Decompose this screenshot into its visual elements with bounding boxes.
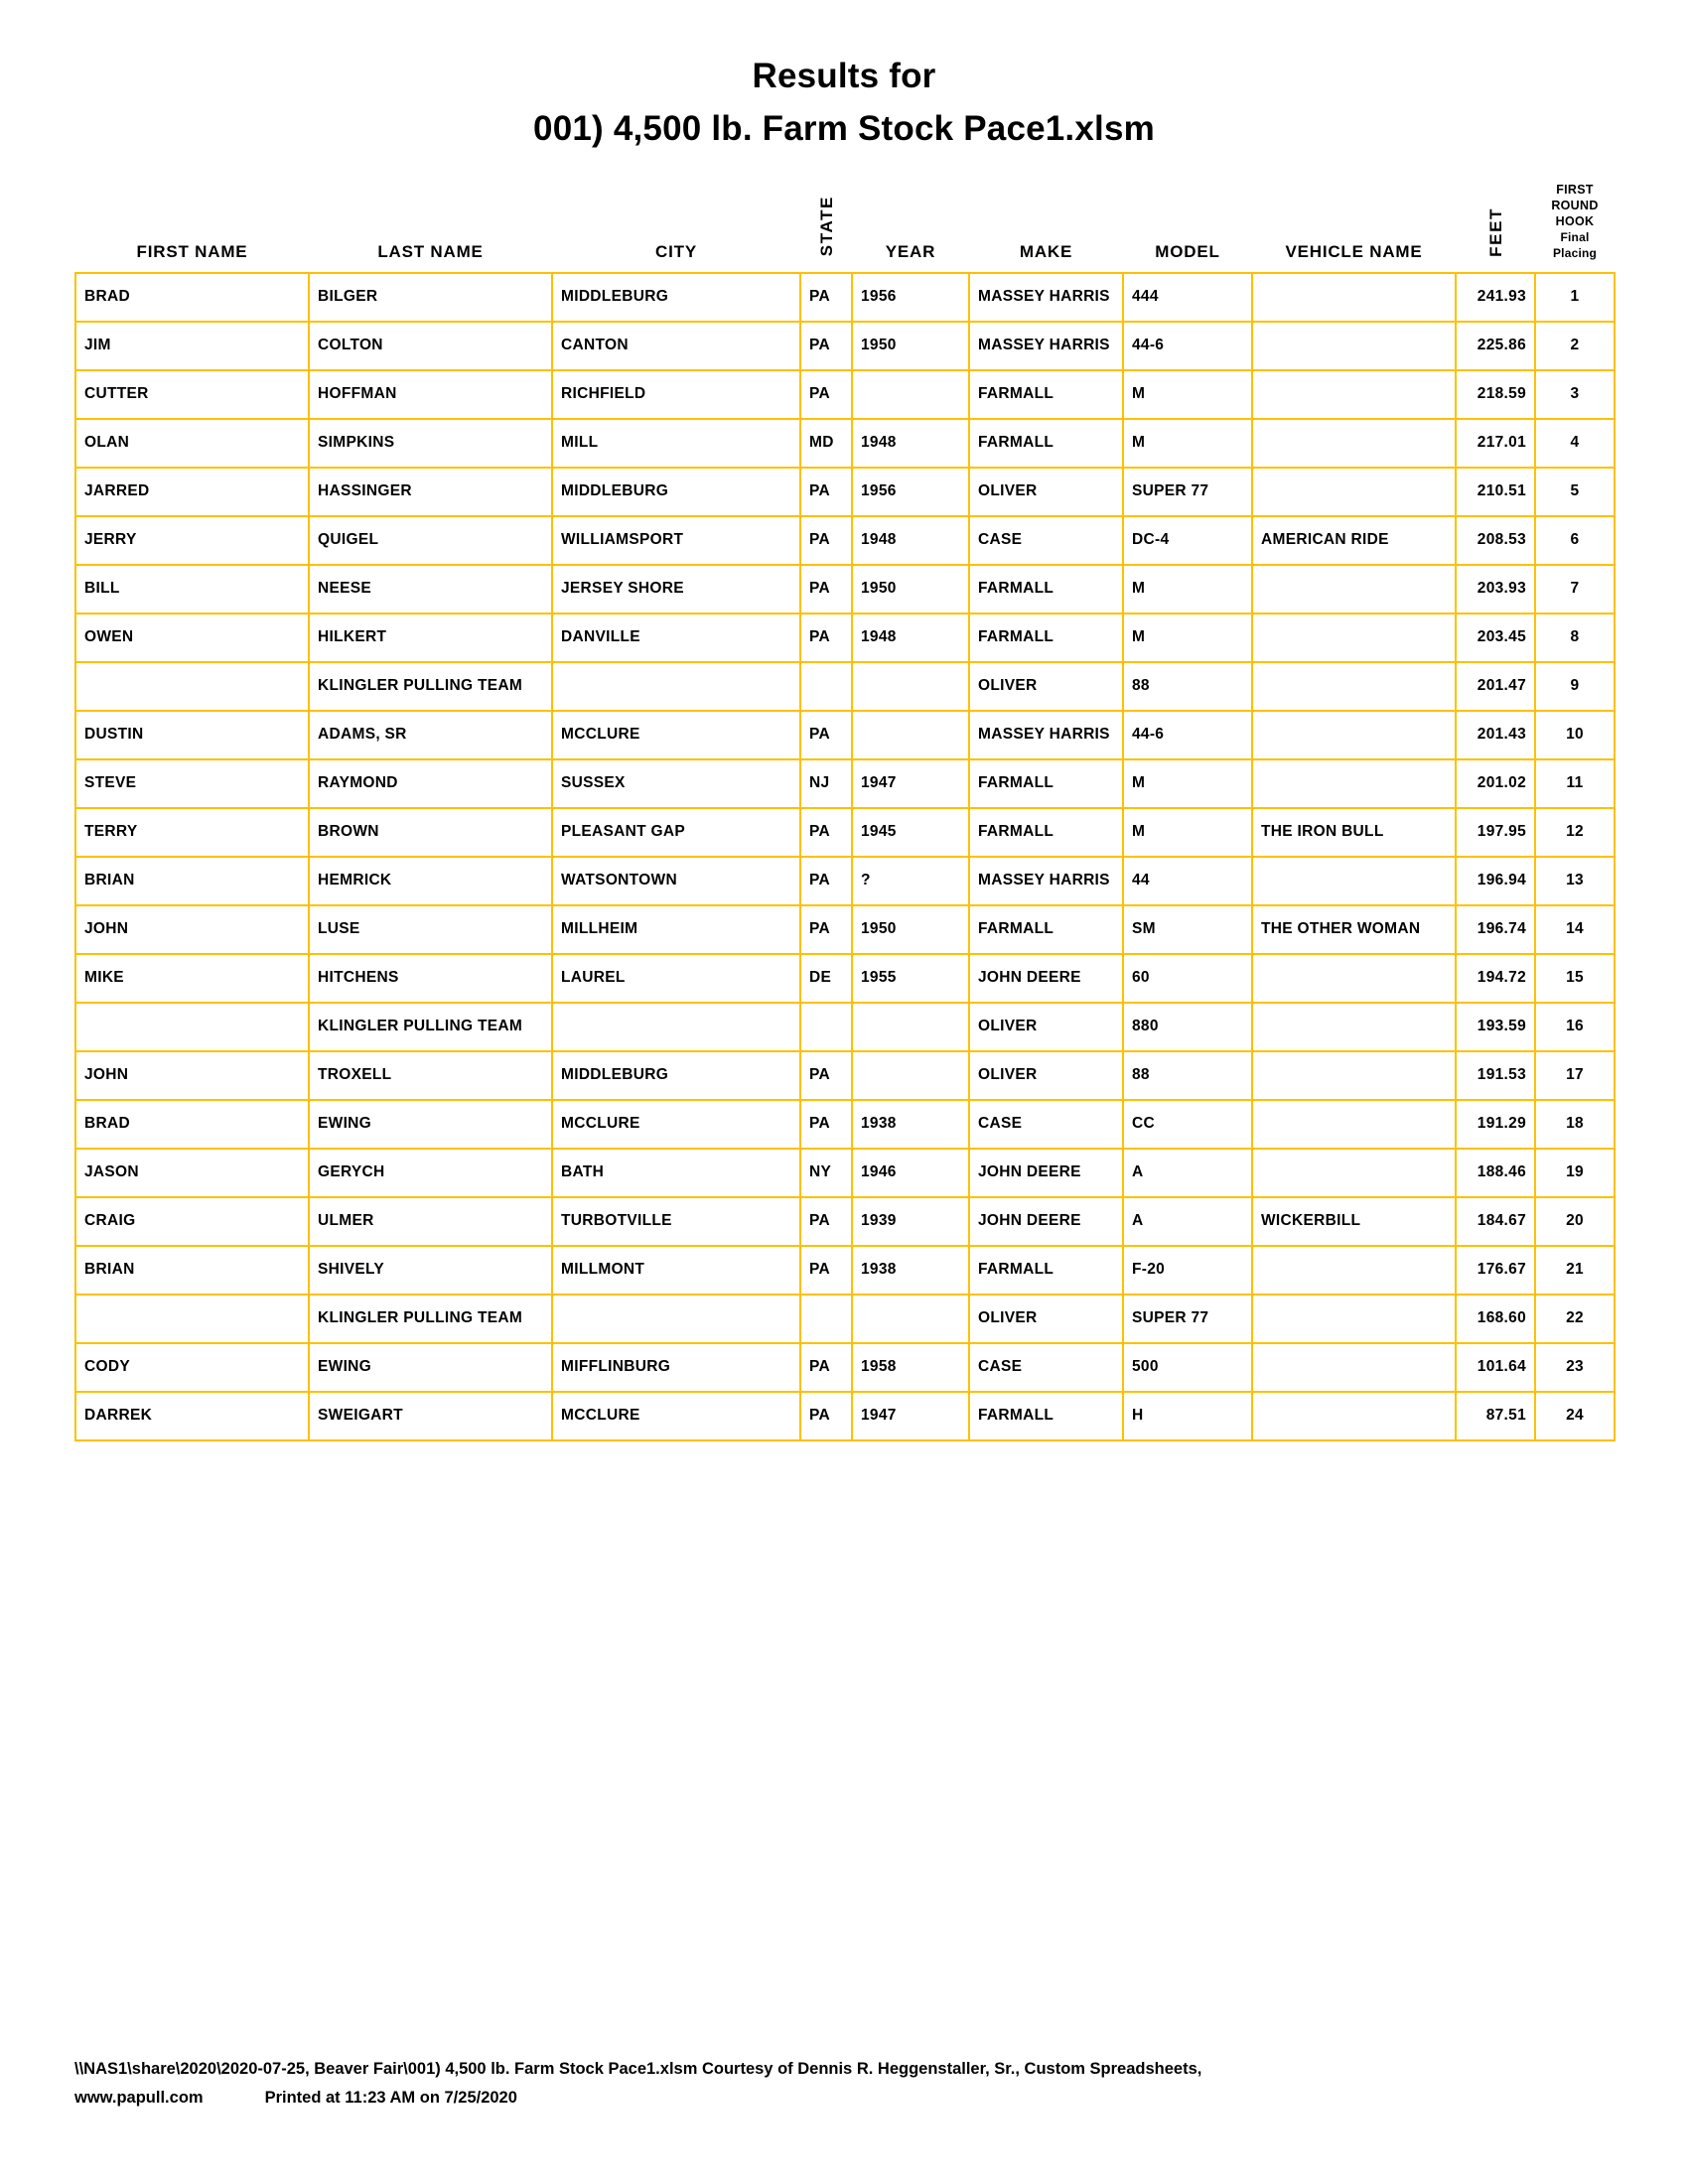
cell-make: MASSEY HARRIS — [969, 273, 1123, 322]
cell-feet: 87.51 — [1456, 1392, 1535, 1440]
cell-last-name: RAYMOND — [309, 759, 552, 808]
cell-last-name: ADAMS, SR — [309, 711, 552, 759]
cell-vehicle-name — [1252, 1392, 1456, 1440]
cell-model: 44 — [1123, 857, 1252, 905]
cell-make: CASE — [969, 516, 1123, 565]
cell-make: FARMALL — [969, 759, 1123, 808]
cell-make: JOHN DEERE — [969, 1197, 1123, 1246]
page-title-line2: 001) 4,500 lb. Farm Stock Pace1.xlsm — [533, 108, 1155, 148]
cell-year: 1947 — [852, 759, 969, 808]
cell-vehicle-name — [1252, 1003, 1456, 1051]
column-header-year: YEAR — [885, 241, 936, 261]
cell-feet: 203.45 — [1456, 614, 1535, 662]
cell-year: 1950 — [852, 905, 969, 954]
cell-last-name: GERYCH — [309, 1149, 552, 1197]
cell-final-placing: 18 — [1535, 1100, 1615, 1149]
cell-city: MCCLURE — [552, 1100, 800, 1149]
cell-vehicle-name — [1252, 1100, 1456, 1149]
table-row — [75, 711, 1615, 759]
cell-model: M — [1123, 759, 1252, 808]
cell-vehicle-name — [1252, 759, 1456, 808]
cell-make: OLIVER — [969, 662, 1123, 711]
cell-feet: 176.67 — [1456, 1246, 1535, 1295]
cell-feet: 191.29 — [1456, 1100, 1535, 1149]
cell-make: FARMALL — [969, 614, 1123, 662]
cell-city: CANTON — [552, 322, 800, 370]
cell-year: 1938 — [852, 1246, 969, 1295]
page-title-line1: Results for — [752, 57, 936, 95]
cell-first-name: BRIAN — [75, 1246, 309, 1295]
cell-city: MILLMONT — [552, 1246, 800, 1295]
cell-make: FARMALL — [969, 565, 1123, 614]
cell-model: 88 — [1123, 1051, 1252, 1100]
cell-make: FARMALL — [969, 905, 1123, 954]
cell-vehicle-name — [1252, 662, 1456, 711]
cell-city — [552, 1295, 800, 1343]
cell-final-placing: 1 — [1535, 273, 1615, 322]
table-row — [75, 1246, 1615, 1295]
cell-last-name: SIMPKINS — [309, 419, 552, 468]
cell-year: ? — [852, 857, 969, 905]
cell-make: MASSEY HARRIS — [969, 322, 1123, 370]
cell-model: 500 — [1123, 1343, 1252, 1392]
cell-year: 1958 — [852, 1343, 969, 1392]
column-header-last-name: LAST NAME — [377, 241, 484, 261]
cell-feet: 203.93 — [1456, 565, 1535, 614]
cell-first-name: CRAIG — [75, 1197, 309, 1246]
cell-vehicle-name — [1252, 273, 1456, 322]
table-row — [75, 857, 1615, 905]
cell-vehicle-name — [1252, 1246, 1456, 1295]
cell-first-name: OLAN — [75, 419, 309, 468]
cell-year: 1955 — [852, 954, 969, 1003]
column-header-vehicle-name: VEHICLE NAME — [1285, 241, 1423, 261]
cell-last-name: HITCHENS — [309, 954, 552, 1003]
cell-vehicle-name: WICKERBILL — [1252, 1197, 1456, 1246]
cell-final-placing: 7 — [1535, 565, 1615, 614]
placing-label-line1: FIRST ROUND — [1551, 183, 1599, 212]
cell-model: 444 — [1123, 273, 1252, 322]
cell-model: DC-4 — [1123, 516, 1252, 565]
cell-first-name: MIKE — [75, 954, 309, 1003]
cell-city: TURBOTVILLE — [552, 1197, 800, 1246]
cell-feet: 197.95 — [1456, 808, 1535, 857]
cell-last-name: SHIVELY — [309, 1246, 552, 1295]
cell-model: A — [1123, 1149, 1252, 1197]
placing-label-line2: HOOK — [1555, 213, 1595, 228]
cell-vehicle-name — [1252, 711, 1456, 759]
cell-vehicle-name — [1252, 857, 1456, 905]
cell-first-name: JASON — [75, 1149, 309, 1197]
table-row — [75, 1149, 1615, 1197]
cell-year — [852, 662, 969, 711]
cell-year: 1956 — [852, 273, 969, 322]
cell-model: M — [1123, 565, 1252, 614]
cell-model: 88 — [1123, 662, 1252, 711]
cell-final-placing: 6 — [1535, 516, 1615, 565]
cell-first-name — [75, 662, 309, 711]
cell-state: MD — [800, 419, 852, 468]
cell-model: M — [1123, 370, 1252, 419]
cell-make: CASE — [969, 1100, 1123, 1149]
cell-state: DE — [800, 954, 852, 1003]
cell-first-name — [75, 1295, 309, 1343]
cell-city: LAUREL — [552, 954, 800, 1003]
cell-model: M — [1123, 419, 1252, 468]
table-row — [75, 516, 1615, 565]
table-row — [75, 1343, 1615, 1392]
cell-first-name: STEVE — [75, 759, 309, 808]
cell-feet: 196.94 — [1456, 857, 1535, 905]
cell-final-placing: 12 — [1535, 808, 1615, 857]
document-title-block — [74, 55, 1614, 151]
cell-make: FARMALL — [969, 1246, 1123, 1295]
cell-city: MIFFLINBURG — [552, 1343, 800, 1392]
cell-final-placing: 3 — [1535, 370, 1615, 419]
cell-final-placing: 19 — [1535, 1149, 1615, 1197]
cell-year: 1950 — [852, 565, 969, 614]
cell-state: PA — [800, 614, 852, 662]
cell-vehicle-name — [1252, 1295, 1456, 1343]
cell-year: 1948 — [852, 516, 969, 565]
cell-model: SM — [1123, 905, 1252, 954]
cell-city: SUSSEX — [552, 759, 800, 808]
cell-final-placing: 17 — [1535, 1051, 1615, 1100]
cell-model: M — [1123, 808, 1252, 857]
cell-last-name: TROXELL — [309, 1051, 552, 1100]
cell-make: FARMALL — [969, 370, 1123, 419]
cell-make: FARMALL — [969, 1392, 1123, 1440]
cell-last-name: EWING — [309, 1343, 552, 1392]
cell-last-name: KLINGLER PULLING TEAM — [309, 1003, 552, 1051]
cell-year: 1948 — [852, 419, 969, 468]
table-row — [75, 1392, 1615, 1440]
cell-year — [852, 1051, 969, 1100]
cell-feet: 101.64 — [1456, 1343, 1535, 1392]
cell-city: PLEASANT GAP — [552, 808, 800, 857]
table-row — [75, 273, 1615, 322]
cell-city: JERSEY SHORE — [552, 565, 800, 614]
cell-state — [800, 1295, 852, 1343]
table-row — [75, 614, 1615, 662]
table-body — [75, 273, 1615, 1440]
cell-state: PA — [800, 1343, 852, 1392]
cell-make: MASSEY HARRIS — [969, 711, 1123, 759]
cell-first-name: DUSTIN — [75, 711, 309, 759]
cell-vehicle-name — [1252, 370, 1456, 419]
cell-state: PA — [800, 905, 852, 954]
table-row — [75, 1295, 1615, 1343]
cell-state — [800, 662, 852, 711]
cell-feet: 193.59 — [1456, 1003, 1535, 1051]
cell-state: PA — [800, 711, 852, 759]
cell-state: PA — [800, 565, 852, 614]
cell-make: OLIVER — [969, 1051, 1123, 1100]
cell-last-name: SWEIGART — [309, 1392, 552, 1440]
cell-model: 44-6 — [1123, 711, 1252, 759]
cell-vehicle-name — [1252, 1051, 1456, 1100]
cell-last-name: HILKERT — [309, 614, 552, 662]
cell-feet: 201.47 — [1456, 662, 1535, 711]
cell-final-placing: 8 — [1535, 614, 1615, 662]
cell-model: F-20 — [1123, 1246, 1252, 1295]
cell-year — [852, 711, 969, 759]
cell-last-name: LUSE — [309, 905, 552, 954]
cell-last-name: KLINGLER PULLING TEAM — [309, 1295, 552, 1343]
cell-final-placing: 4 — [1535, 419, 1615, 468]
table-row — [75, 1100, 1615, 1149]
table-row — [75, 1197, 1615, 1246]
cell-state: PA — [800, 1051, 852, 1100]
cell-make: OLIVER — [969, 1003, 1123, 1051]
cell-vehicle-name — [1252, 614, 1456, 662]
cell-vehicle-name: AMERICAN RIDE — [1252, 516, 1456, 565]
cell-first-name: BILL — [75, 565, 309, 614]
table-row — [75, 419, 1615, 468]
cell-final-placing: 15 — [1535, 954, 1615, 1003]
cell-final-placing: 22 — [1535, 1295, 1615, 1343]
cell-make: FARMALL — [969, 419, 1123, 468]
table-row — [75, 808, 1615, 857]
column-header-make: MAKE — [1019, 241, 1073, 261]
cell-model: 880 — [1123, 1003, 1252, 1051]
cell-year — [852, 1003, 969, 1051]
table-row — [75, 662, 1615, 711]
cell-first-name: JIM — [75, 322, 309, 370]
cell-feet: 184.67 — [1456, 1197, 1535, 1246]
cell-first-name: TERRY — [75, 808, 309, 857]
cell-city: MCCLURE — [552, 1392, 800, 1440]
cell-feet: 191.53 — [1456, 1051, 1535, 1100]
cell-first-name: JERRY — [75, 516, 309, 565]
table-row — [75, 322, 1615, 370]
cell-last-name: COLTON — [309, 322, 552, 370]
column-header-city: CITY — [655, 241, 697, 261]
cell-first-name: CODY — [75, 1343, 309, 1392]
cell-city: WILLIAMSPORT — [552, 516, 800, 565]
cell-feet: 208.53 — [1456, 516, 1535, 565]
cell-last-name: QUIGEL — [309, 516, 552, 565]
cell-state: PA — [800, 1392, 852, 1440]
table-header-row — [75, 179, 1615, 272]
cell-vehicle-name — [1252, 468, 1456, 516]
cell-city: MILLHEIM — [552, 905, 800, 954]
cell-year: 1948 — [852, 614, 969, 662]
cell-feet: 188.46 — [1456, 1149, 1535, 1197]
cell-vehicle-name — [1252, 419, 1456, 468]
footer-website: www.papull.com — [74, 2089, 204, 2108]
cell-make: JOHN DEERE — [969, 1149, 1123, 1197]
cell-state: PA — [800, 516, 852, 565]
cell-first-name: BRAD — [75, 273, 309, 322]
cell-city: WATSONTOWN — [552, 857, 800, 905]
cell-make: JOHN DEERE — [969, 954, 1123, 1003]
cell-last-name: BROWN — [309, 808, 552, 857]
cell-model: M — [1123, 614, 1252, 662]
cell-year — [852, 1295, 969, 1343]
results-table — [74, 179, 1616, 1440]
cell-make: OLIVER — [969, 468, 1123, 516]
cell-feet: 201.02 — [1456, 759, 1535, 808]
cell-state: NJ — [800, 759, 852, 808]
cell-city: MCCLURE — [552, 711, 800, 759]
cell-city — [552, 1003, 800, 1051]
cell-state: PA — [800, 1100, 852, 1149]
cell-model: 44-6 — [1123, 322, 1252, 370]
cell-model: SUPER 77 — [1123, 468, 1252, 516]
cell-make: FARMALL — [969, 808, 1123, 857]
cell-city: RICHFIELD — [552, 370, 800, 419]
cell-last-name: BILGER — [309, 273, 552, 322]
cell-last-name: HEMRICK — [309, 857, 552, 905]
cell-vehicle-name — [1252, 1149, 1456, 1197]
cell-last-name: HOFFMAN — [309, 370, 552, 419]
cell-last-name: ULMER — [309, 1197, 552, 1246]
cell-vehicle-name: THE OTHER WOMAN — [1252, 905, 1456, 954]
cell-final-placing: 9 — [1535, 662, 1615, 711]
cell-first-name: BRIAN — [75, 857, 309, 905]
cell-city: MIDDLEBURG — [552, 468, 800, 516]
cell-first-name: CUTTER — [75, 370, 309, 419]
cell-final-placing: 21 — [1535, 1246, 1615, 1295]
cell-vehicle-name — [1252, 954, 1456, 1003]
table-row — [75, 1051, 1615, 1100]
cell-model: 60 — [1123, 954, 1252, 1003]
cell-state: PA — [800, 857, 852, 905]
cell-city: MIDDLEBURG — [552, 273, 800, 322]
cell-model: CC — [1123, 1100, 1252, 1149]
column-header-first-name: FIRST NAME — [136, 241, 248, 261]
table-row — [75, 759, 1615, 808]
cell-last-name: EWING — [309, 1100, 552, 1149]
cell-model: H — [1123, 1392, 1252, 1440]
cell-state: PA — [800, 1197, 852, 1246]
cell-final-placing: 20 — [1535, 1197, 1615, 1246]
cell-final-placing: 10 — [1535, 711, 1615, 759]
cell-feet: 210.51 — [1456, 468, 1535, 516]
cell-vehicle-name — [1252, 322, 1456, 370]
cell-city: DANVILLE — [552, 614, 800, 662]
cell-final-placing: 14 — [1535, 905, 1615, 954]
placing-label-line3: Final Placing — [1552, 230, 1598, 261]
cell-year: 1950 — [852, 322, 969, 370]
cell-vehicle-name: THE IRON BULL — [1252, 808, 1456, 857]
cell-city: MIDDLEBURG — [552, 1051, 800, 1100]
cell-first-name: JARRED — [75, 468, 309, 516]
cell-city: BATH — [552, 1149, 800, 1197]
cell-feet: 217.01 — [1456, 419, 1535, 468]
cell-feet: 218.59 — [1456, 370, 1535, 419]
cell-make: OLIVER — [969, 1295, 1123, 1343]
cell-final-placing: 24 — [1535, 1392, 1615, 1440]
cell-first-name: OWEN — [75, 614, 309, 662]
cell-final-placing: 2 — [1535, 322, 1615, 370]
cell-city — [552, 662, 800, 711]
cell-feet: 241.93 — [1456, 273, 1535, 322]
cell-final-placing: 13 — [1535, 857, 1615, 905]
table-row — [75, 954, 1615, 1003]
column-header-final-placing — [1535, 179, 1615, 272]
cell-vehicle-name — [1252, 565, 1456, 614]
cell-year — [852, 370, 969, 419]
column-header-state: STATE — [816, 196, 836, 257]
column-header-model: MODEL — [1155, 241, 1220, 261]
cell-model: SUPER 77 — [1123, 1295, 1252, 1343]
cell-feet: 168.60 — [1456, 1295, 1535, 1343]
cell-first-name: BRAD — [75, 1100, 309, 1149]
cell-year: 1945 — [852, 808, 969, 857]
cell-state: PA — [800, 322, 852, 370]
table-row — [75, 905, 1615, 954]
cell-feet: 225.86 — [1456, 322, 1535, 370]
cell-final-placing: 23 — [1535, 1343, 1615, 1392]
cell-make: CASE — [969, 1343, 1123, 1392]
cell-last-name: NEESE — [309, 565, 552, 614]
cell-state: PA — [800, 1246, 852, 1295]
cell-model: A — [1123, 1197, 1252, 1246]
cell-last-name: HASSINGER — [309, 468, 552, 516]
cell-feet: 194.72 — [1456, 954, 1535, 1003]
cell-first-name: DARREK — [75, 1392, 309, 1440]
footer-print-timestamp: Printed at 11:23 AM on 7/25/2020 — [264, 2089, 517, 2108]
cell-year: 1956 — [852, 468, 969, 516]
cell-state: PA — [800, 273, 852, 322]
document-footer — [74, 2055, 1614, 2113]
cell-first-name: JOHN — [75, 905, 309, 954]
cell-make: MASSEY HARRIS — [969, 857, 1123, 905]
cell-state: PA — [800, 808, 852, 857]
cell-year: 1947 — [852, 1392, 969, 1440]
cell-feet: 201.43 — [1456, 711, 1535, 759]
column-header-feet: FEET — [1485, 206, 1505, 257]
table-row — [75, 1003, 1615, 1051]
cell-last-name: KLINGLER PULLING TEAM — [309, 662, 552, 711]
table-row — [75, 565, 1615, 614]
cell-year: 1946 — [852, 1149, 969, 1197]
cell-first-name: JOHN — [75, 1051, 309, 1100]
cell-final-placing: 5 — [1535, 468, 1615, 516]
table-row — [75, 468, 1615, 516]
cell-vehicle-name — [1252, 1343, 1456, 1392]
cell-state: PA — [800, 370, 852, 419]
cell-state — [800, 1003, 852, 1051]
cell-year: 1939 — [852, 1197, 969, 1246]
cell-state: NY — [800, 1149, 852, 1197]
cell-state: PA — [800, 468, 852, 516]
cell-first-name — [75, 1003, 309, 1051]
cell-feet: 196.74 — [1456, 905, 1535, 954]
cell-city: MILL — [552, 419, 800, 468]
cell-final-placing: 16 — [1535, 1003, 1615, 1051]
cell-year: 1938 — [852, 1100, 969, 1149]
cell-final-placing: 11 — [1535, 759, 1615, 808]
footer-path-line: \\NAS1\share\2020\2020-07-25, Beaver Fair\001) 4,500 lb. Farm Stock Pace1.xlsm Courtesy of Dennis R. Heggenstaller, Sr., Custom Spreadsheets, — [74, 2060, 1202, 2079]
table-row — [75, 370, 1615, 419]
